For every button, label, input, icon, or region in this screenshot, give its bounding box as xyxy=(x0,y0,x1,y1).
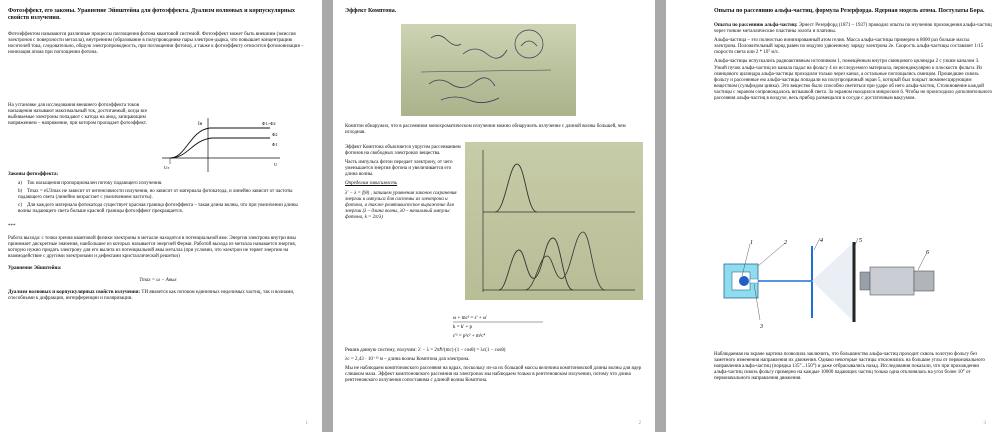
document-page-1 xyxy=(0,0,322,432)
graph-label-flux1: Φ1 xyxy=(272,142,278,147)
page2-title-block xyxy=(345,8,645,18)
document-page-2 xyxy=(333,0,655,432)
graph-label-voltage: U xyxy=(274,162,278,167)
einstein-formula: Tmax = ω − Aвых xyxy=(139,278,177,284)
laws-title: Законы фотоэффекта: xyxy=(8,172,59,177)
law-item: b) Tmax = eU3max не зависит от интенсивности излучения, но зависит от материала фотокатода, и линейно зависит от частоты падающего света (линейно возрастает с увеличением частоты). xyxy=(18,189,293,201)
page2-p1: Комптон обнаружил, что в рассеянном монохроматическом излучении можно обнаружить излучение с длиной волны большей, чем исходная. xyxy=(345,124,626,136)
fig-label-1: 1 xyxy=(750,240,753,246)
page2-bottom xyxy=(345,348,645,387)
compton-spectra-sketch xyxy=(465,142,643,300)
page3-p2: Альфа-частица – это полностью ионизированный атом гелия. Масса альфа-частицы примерно в 8000 раз больше массы электрона. Положительный заряд равен по модулю удвоенному заряду электрона 2e. Скорость альфа-частицы составляет 1/15 скорости света или 2 * 10⁷ м/с. xyxy=(714,38,984,56)
document-page-3 xyxy=(666,0,1000,432)
radioactive-source xyxy=(739,276,749,286)
graph-label-flux-compare: Φ1>Φ2 xyxy=(262,121,276,126)
page2-p5: Мы не наблюдаем комптоновского рассеяния на ядрах, поскольку из-за их большой массы величина комптоновской длины волны для ядер слишком мала. Эффект комптоновского рассеяния на электронах мы наблюдаем только в рентгеновском излучении, потому что длина рентгеновского излучения сопоставима с длиной волны Комптона. xyxy=(345,366,642,384)
page1-setup: На установке для исследования внешнего фотоэффекта токов насыщения называют максимальный ток, достигаемый, когда все выбиваемые электроны попадают с катода на анод, запирающим напряжением – напряжение, при котором пропадает фотоэффект. xyxy=(8,103,148,127)
page2-left-column xyxy=(345,145,463,224)
law-item: a) Ток насыщения пропорционален потоку падающего излучения. xyxy=(18,181,163,187)
fig-label-3: 3 xyxy=(760,324,763,330)
dualism-text: ТИ является как потоком единичных неделимых частиц, так и волнами, способными к дифракции, интерференции и поляризации. xyxy=(8,290,295,302)
laws-list xyxy=(18,181,308,215)
fig-label-2: 2 xyxy=(784,240,787,246)
microscope xyxy=(870,267,914,295)
page2-p2: Эффект Комптона объясняется упругим рассеиванием фотонов на свободных электронах вещества. xyxy=(345,145,461,157)
photoeffect-iv-graph xyxy=(158,114,284,176)
page2-p3: Часть импульса фотон передает электрону, от чего уменьшается энергия фотона и увеличивается его длина волны. xyxy=(345,160,453,178)
page2-title: Эффект Комптона. xyxy=(345,8,397,14)
page1-laws xyxy=(8,172,308,305)
page1-text xyxy=(8,8,308,59)
svg-text:ω + mc² = ε' + ω': ω + mc² = ε' + ω' xyxy=(453,316,488,321)
page2-solve: Решив данную систему, получим: λ' − λ = 2πℏ/(mc)·(1 − cosθ) = λc(1 − cosθ) xyxy=(345,348,506,353)
fig-label-4: 4 xyxy=(820,238,823,244)
page-number: 3 xyxy=(983,421,986,426)
page3-p1-label: Опыты по рассеянию альфа-частиц: xyxy=(714,23,798,28)
page3-text xyxy=(714,8,992,105)
page3-p4: Наблюдаемая на экране картина позволила заключить, что большинство альфа-частиц проходит сквозь золотую фольгу без заметного изменения направления их движения. Однако некоторые частицы отклонялись на большие углы от первоначального направления альфа-частиц (порядка 135°...150°) и даже отбрасывались назад. Исследования показали, что при прохождении альфа-частиц сквозь фольгу примерно на каждые 10000 падающих частиц только одна отклонялась на угол более 10° от первоначального направления движения. xyxy=(714,352,985,382)
page-number: 2 xyxy=(638,421,641,426)
dualism-title: Дуализм волновых и корпускулярных свойств излучения: xyxy=(8,290,141,296)
svg-text:k = k' + p: k = k' + p xyxy=(453,325,473,330)
page3-title: Опыты по рассеянию альфа-частиц, формула Резерфорда. Ядерная модель атома. Постулаты Бора. xyxy=(714,8,985,14)
rutherford-apparatus-diagram xyxy=(720,236,970,336)
einstein-title: Уравнение Эйнштейна: xyxy=(8,266,62,272)
page1-title: Фотоэффект, его законы. Уравнение Эйнштейна для фотоэффекта. Дуализм волновых и корпускулярных свойств излучения. xyxy=(8,8,296,21)
page3-p1: Эрнест Резерфорд (1871 – 1937) проводил опыты по изучению прохождения альфа-частиц через тонкие металлические пластины золота и платины. xyxy=(714,23,992,35)
graph-label-isat: Iн xyxy=(198,122,203,127)
handwriting-sketch xyxy=(401,24,576,116)
channel xyxy=(750,279,758,283)
svg-text:ε'² = p²c² + m²c⁴: ε'² = p²c² + m²c⁴ xyxy=(453,334,486,339)
fig-label-5: 5 xyxy=(859,238,862,244)
conservation-equations-image xyxy=(443,312,553,340)
page2-p4: λ' − λ = f(θ) , запишем уравнения законов сохранения энергии и импульса для системы из электрона и фотона, а также релятивистское выражение для энергии (λ – длина волны, λ0 – начальный импульс фотона, k = 2π/λ) xyxy=(345,190,457,220)
graph-label-flux2: Φ2 xyxy=(272,132,278,137)
handwritten-notes-photo xyxy=(401,24,576,116)
work-function-text: Работа выхода: с точки зрения квантовой физики электроны в металле находятся в потенциальной яме. Энергия электрона внутри ямы принимает дискретные значения, наибольшее из которых называется энергией Ферми. Работой выхода из металла называется энергия, которую нужно придать электрону для его вылета из потенциальной ямы металла (при условии, что электрон не теряет энергию на взаимодействие с другими электронами и дефектами кристаллической решетки) xyxy=(8,235,296,259)
page-number: 1 xyxy=(305,421,308,426)
graph-label-stop-voltage: Uз xyxy=(164,165,170,170)
separator-stars: *** xyxy=(8,223,16,229)
law-item: c) Для каждого материала фотокатода существует красная граница фотоэффекта – такая длина волны, что при увеличении длины волны падающего света больше красной границы фотоэффект прекращается. xyxy=(18,203,298,215)
page1-intro: Фотоэффектом называются различные процессы поглощения фотона квантовой системой. Фотоэффект может быть внешним (эмиссия электронов с поверхности металла), внутренним (образование в полупроводнике пары электрон-дырка, что повышает концентрацию носителей тока, следовательно, общую электропроводность, при поглощении фотона), а также к фотоэффекту относится фотоионизация – ионизация атома при поглощении фотона. xyxy=(8,32,304,56)
page3-p3: Альфа-частицы испускались радиоактивным источником 1, помещённым внутри свинцового цилиндра 2 с узким каналом 3. Узкий пучок альфа-частиц из канала падал на фольгу 4 из исследуемого материала, перпендикулярно к плоскости фольги. Из свинцового цилиндра альфа-частицы проходили только через канал, а остальные поглощались свинцом. Прошедшие сквозь фольгу и рассеянные ею альфа-частицы попадали на полупрозрачный экран 5, который был покрыт люминесцирующим веществом (сульфидом цинка). Это вещество было способно светиться при ударе об него альфа-частиц. Столкновение каждой частицы с экраном сопровождалось вспышкой света. За экраном находился микроскоп 6. Чтобы не происходило дополнительного рассеяния альфа-частиц в воздухе, весь прибор размещался в сосуде с достаточным вакуумом. xyxy=(714,59,992,102)
page2-dependency: Определим зависимость xyxy=(345,181,398,187)
page2-compton-wavelength: λc = 2,43 · 10⁻¹² м – длина волны Комптона для электрона. xyxy=(345,357,470,363)
fig-label-6: 6 xyxy=(926,250,929,256)
compton-graph-photo xyxy=(465,142,643,300)
